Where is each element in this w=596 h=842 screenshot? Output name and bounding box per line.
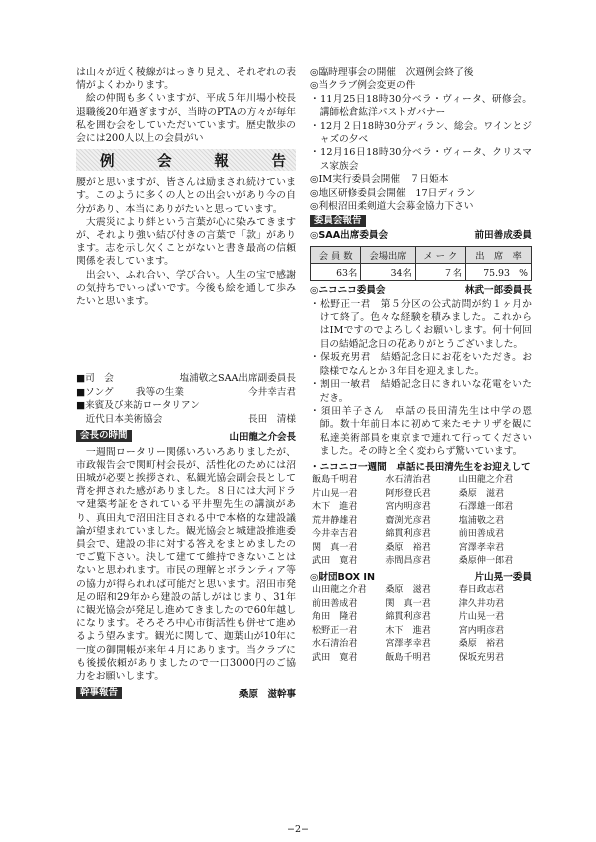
program-row [76,372,296,386]
program-name: 塩浦敬之SAA出席副委員長 [179,373,296,385]
program-name: 今井幸吉君 [248,386,296,398]
saa-chair: 前田善成委員 [474,230,532,242]
president-speech: 一週間ロータリー関係いろいろありましたが、市政報告会で関町村会長が、活性化のためには沼田城が必要と挨拶され、私観光協会副会長として背を押された感がありました。８日には大河ドラマ建築考証をされている平井聖先生の講演があり、真田丸で沼田注目される中で本格的な建設議論が望まれていました。観光協会と城建設推進委員会で、建設の非に対する答えをまとめましたのでご覧下さい。決して建てて維持できないことはないと思われます。市民の理解とボランティア等の協力が得られれば可能だと思います。沼田市発足の昭和29年から建設の話しがはじまり、31年に観光協会が発足し進めてきましたので60年越しになります。そろそろ中心市街活性も併せて進めるよう望みます。観光に関して、迦葉山が10年に一度の御開帳が来年４月にあります。当クラブにも後援依頼がありましたので一口3000円のご協力をお願いします。 [76,446,296,683]
attendance-value-cell: ７名 [415,264,465,281]
attendance-value-cell: 75.93 % [466,264,532,281]
member-name: 石澤雄一郎君 [458,502,514,513]
member-name: 塩浦敬之君 [458,515,505,526]
niko-title: ◎ニコニコ委員会 [310,285,386,297]
member-name: 齋渕光彦君 [385,515,431,526]
member-name: 水石清治君 [312,639,358,650]
niko-item: ・割田一敏君 結婚記念日にきれいな花電をいただき。 [310,379,532,404]
left-column [76,66,296,703]
weekly-title: ・ニコニコ一週間 卓話に長田清先生をお迎えして [310,461,531,473]
program-row [76,399,296,413]
member-name: 前田善成君 [312,598,358,609]
spacer [76,308,296,372]
weekly-names-grid [310,474,532,569]
niko-item: ・保坂充男君 結婚記念日にお花をいただき。お陰様でなんとか３年目を迎えました。 [310,352,532,377]
niko-item: ・須田羊子さん 卓話の長田清先生は中学の恩師。数十年前日本に初めて来たモナリザを観に私達美術部員を東京まで連れて行ってくださいました。その時と全く変わらず驚いています。 [310,405,532,458]
program-row [76,413,296,427]
member-name: 前田善成君 [458,529,505,540]
notice-bullet: ・12月16日18時30分ベラ・ヴィータ、クリスマス家族会 [310,147,532,172]
report-heading-char: 告 [271,153,286,170]
body-paragraph-3: 出会い、ふれ合い、学び合い。人生の宝で感謝の気持ちでいっぱいです。今後も絵を通して歩みたいと思います。 [76,269,296,308]
president-time-tag: 会長の時間 [76,430,132,442]
box-chair: 片山晃一委員 [474,571,532,583]
program-row [76,386,296,400]
page-number: −2− [287,824,309,835]
intro-paragraph-2: 絵の仲間も多くいますが、平成５年川場小校長退職後20年過ぎますが、当時のPTAの方々が毎年私を囲む会をしていただいています。歴史散歩の会には200人以上の会員がい [76,93,297,145]
program-role: ■司 会 [76,373,114,385]
attendance-header-cell: 会場出席 [361,247,415,264]
member-name: 桑原 裕君 [385,542,431,553]
member-name: 保坂充男君 [458,652,505,663]
attendance-header-cell: 会 員 数 [311,247,361,264]
notice-line: ◎利根沼田柔剣道大会募金協力下さい [310,201,474,213]
attendance-header-cell: メ ー ク [415,247,465,264]
member-name: 飯島千明君 [385,652,431,663]
secretary-name: 桑原 滋幹事 [238,689,296,701]
notice-line: ◎IM実行委員会開催 ７日姫本 [310,174,449,186]
report-heading [76,149,296,171]
member-name: 桑原伸一郎君 [458,556,514,567]
member-name: 関 真一君 [312,542,358,553]
attendance-table [310,246,532,281]
program-detail [136,372,180,386]
member-name: 赤間昌彦君 [385,556,431,567]
program-detail: 我等の生業 [136,386,184,398]
program-name: 長田 清様 [248,414,296,426]
right-column [310,66,532,665]
program-role: ■ソング [76,386,114,398]
body-paragraph-1: 腰がと思いますが、皆さんは励まされ続けています。このように多くの人との出会いがあり今の自分があり、本当にありがたいと思っています。 [76,177,296,215]
attendance-header-row [311,247,532,264]
member-name: 片山晃一君 [458,612,505,623]
program-list [76,372,296,426]
member-name: 水石清治君 [385,475,431,486]
member-name: 山田龍之介君 [312,585,367,596]
notice-bullet: ・12月２日18時30分ディラン、総会。ワインとジャズの夕べ [310,120,532,146]
attendance-value-row [311,264,532,281]
program-role: 近代日本美術協会 [76,414,163,426]
member-name: 角田 隆君 [312,612,358,623]
member-name: 飯島千明君 [312,475,358,486]
secretary-report-tag: 幹事報告 [76,687,122,699]
attendance-value-cell: 63名 [311,264,361,281]
program-role: ■来賓及び来訪ロータリアン [76,400,200,412]
niko-chair: 林武一郎委員長 [464,285,532,297]
president-time-header [76,429,296,443]
attendance-value-cell: 34名 [361,264,415,281]
box-header [310,572,532,585]
member-name: 春日政志君 [458,585,505,596]
member-name: 桑原 裕君 [458,639,505,650]
member-name: 綿貫利彦君 [385,529,431,540]
member-name: 綿貫利彦君 [385,612,431,623]
notice-bullet: ・11月25日18時30分ベラ・ヴィータ、研修会。講師松倉紘洋パストガバナー [310,93,532,119]
member-name: 関 真一君 [385,598,431,609]
member-name: 山田龍之介君 [458,475,514,486]
notice-line: ◎臨時理事会の開催 次週例会終了後 [310,67,474,78]
body-paragraph-2: 大震災により絆という言葉が心に染みてきますが、それより強い結び付きの言葉で「款」があります。志を示し欠くことがないと書き最高の信頼関係を表しています。 [76,216,296,268]
notice-line: ◎地区研修委員会開催 17日ディラン [310,187,476,199]
member-name: 津久井功君 [458,598,505,609]
member-name: 木下 進君 [385,625,431,636]
committee-report-tag: 委員会報告 [310,215,366,227]
member-name: 宮澤孝幸君 [458,542,505,553]
secretary-report-header [76,686,296,700]
member-name: 武田 寛君 [312,652,358,663]
report-heading-char: 報 [214,153,229,170]
president-name: 山田龍之介会長 [229,431,296,443]
member-name: 桑原 滋君 [458,488,505,499]
member-name: 武田 寛君 [312,556,358,567]
box-title: ◎財団BOX IN [310,571,376,583]
member-name: 片山晃一君 [312,488,358,499]
member-name: 宮澤孝幸君 [385,639,431,650]
report-heading-char: 例 [100,153,115,170]
member-name: 荒井静雄君 [312,515,358,526]
committee-report-header [310,215,532,227]
member-name: 阿形登氏君 [385,488,431,499]
member-name: 今井幸吉君 [312,529,358,540]
box-names-grid [310,584,532,665]
saa-title: ◎SAA出席委員会 [310,230,389,242]
attendance-header-cell: 出 席 率 [466,247,532,264]
niko-header [310,285,532,298]
member-name: 木下 進君 [312,502,358,513]
saa-header [310,230,532,243]
intro-paragraph-1: は山々が近く稜線がはっきり見え、それぞれの表情がよくわかります。 [76,67,296,92]
niko-item: ・松野正一君 第５分区の公式訪問が約１ヶ月かけて終了。色々な経験を積みました。これからはIMですのでよろしくお願いします。何十何回目の結婚記念日の花ありがとうございました。 [310,298,532,350]
notice-line: ◎当クラブ例会変更の件 [310,80,416,92]
member-name: 松野正一君 [312,625,358,636]
member-name: 桑原 滋君 [385,585,431,596]
member-name: 宮内明彦君 [458,625,505,636]
report-heading-char: 会 [157,153,172,170]
member-name: 宮内明彦君 [385,502,431,513]
